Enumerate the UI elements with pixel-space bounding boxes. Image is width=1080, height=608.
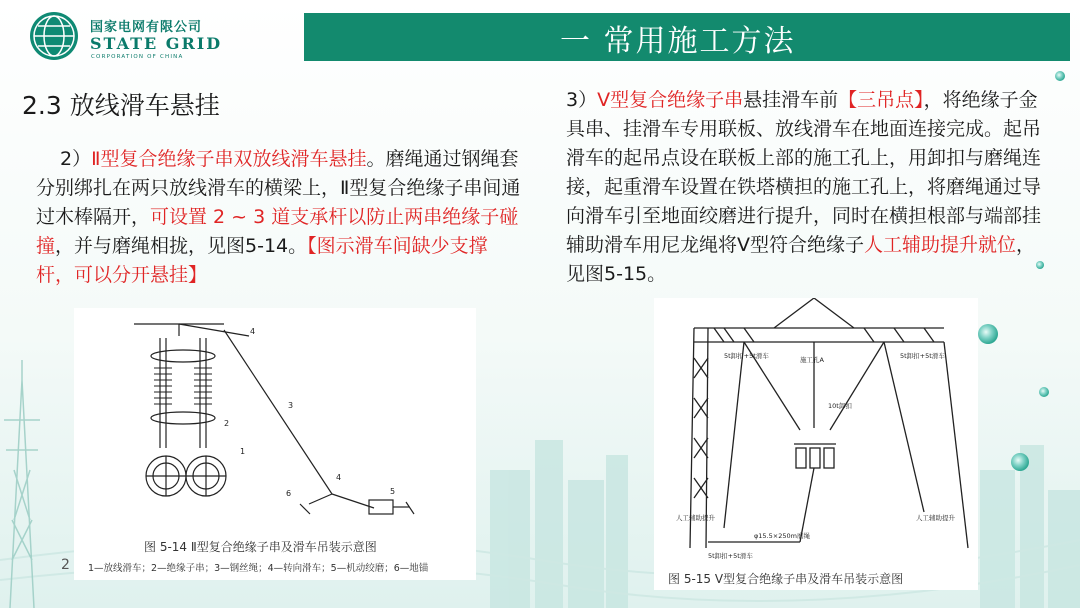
right-paragraph-text-end: ，见图5-15。 xyxy=(566,234,1036,285)
left-paragraph-text: 。磨绳通过钢绳套分别绑扎在两只放线滑车的横梁上，Ⅱ型复合绝缘子串间通过木棒隔开， xyxy=(36,148,521,228)
right-paragraph-highlight-points: 【三吊点】 xyxy=(838,89,924,111)
logo-english-name: STATE GRID xyxy=(90,34,223,53)
figure-5-14-label-6: 6 xyxy=(286,489,292,498)
figure-5-15-caption: 图 5-15 Ⅴ型复合绝缘子串及滑车吊装示意图 xyxy=(668,572,904,586)
figure-5-15-label-center-top: 施工孔A xyxy=(800,356,824,364)
figure-5-14-legend: 1—放线滑车；2—绝缘子串；3—钢丝绳；4—转向滑车；5—机动绞磨；6—地锚 xyxy=(88,563,429,574)
slide-title: 一 常用施工方法 xyxy=(560,24,796,59)
figure-5-15-label-bottom: 5t卸扣+5t滑车 xyxy=(708,552,753,560)
left-paragraph-highlight-support: 可设置 2 ~ 3 道支承杆以防止两串绝缘子碰撞 xyxy=(36,206,519,257)
right-paragraph xyxy=(566,86,1048,289)
right-paragraph-highlight-lift: 人工辅助提升就位 xyxy=(864,234,1017,256)
right-paragraph-text-a: 悬挂滑车前 xyxy=(743,89,839,111)
figure-5-15-label-mid: 10t卸扣 xyxy=(828,402,852,410)
figure-5-15-label-left-top: 5t卸扣+5t滑车 xyxy=(724,352,769,360)
figure-5-15-label-rope: φ15.5×250m磨绳 xyxy=(754,532,810,540)
figure-5-14-caption: 图 5-14 Ⅱ型复合绝缘子串及滑车吊装示意图 xyxy=(144,540,377,554)
logo-subtitle: CORPORATION OF CHINA xyxy=(91,54,184,60)
state-grid-emblem-icon xyxy=(28,10,80,62)
left-paragraph-note: 【图示滑车间缺少支撑杆，可以分开悬挂】 xyxy=(36,235,488,286)
figure-5-14-label-4-top: 4 xyxy=(250,327,256,336)
figure-5-14-label-1: 1 xyxy=(240,447,246,456)
state-grid-logo xyxy=(28,10,223,66)
right-paragraph-text-b: ，将绝缘子金具串、挂滑车专用联板、放线滑车在地面连接完成。起吊滑车的起吊点设在联板上部的施工孔上，用卸扣与磨绳连接，起重滑车设置在铁塔横担的施工孔上，将磨绳通过导向滑车引至地面绞磨进行提升，同时在横担根部与端部挂辅助滑车用尼龙绳将Ⅴ型符合绝缘子 xyxy=(566,89,1042,256)
figure-5-14-label-5: 5 xyxy=(390,487,396,496)
section-heading: 2.3 放线滑车悬挂 xyxy=(22,91,220,120)
left-paragraph-text-end: ，并与磨绳相拢，见图5-14。 xyxy=(55,235,308,257)
figure-5-15 xyxy=(654,298,978,590)
figure-5-15-label-left-bottom: 人工辅助提升 xyxy=(676,514,715,522)
figure-5-14-label-3: 3 xyxy=(288,401,294,410)
right-paragraph-number: 3） xyxy=(566,89,598,111)
figure-5-14 xyxy=(74,308,476,580)
figure-5-15-label-right-bottom: 人工辅助提升 xyxy=(916,514,955,522)
figure-5-15-label-right-top: 5t卸扣+5t滑车 xyxy=(900,352,945,360)
logo-chinese-name: 国家电网有限公司 xyxy=(90,20,203,35)
left-paragraph-number: 2） xyxy=(60,148,92,170)
figure-5-14-label-4: 4 xyxy=(336,473,342,482)
left-paragraph-highlight-title: Ⅱ型复合绝缘子串双放线滑车悬挂 xyxy=(91,148,367,170)
page-number: 2 xyxy=(61,557,70,573)
right-paragraph-highlight-title: Ⅴ型复合绝缘子串 xyxy=(597,89,744,111)
figure-5-15-diagram xyxy=(654,298,978,590)
left-paragraph xyxy=(36,145,521,290)
figure-5-14-label-2: 2 xyxy=(224,419,230,428)
